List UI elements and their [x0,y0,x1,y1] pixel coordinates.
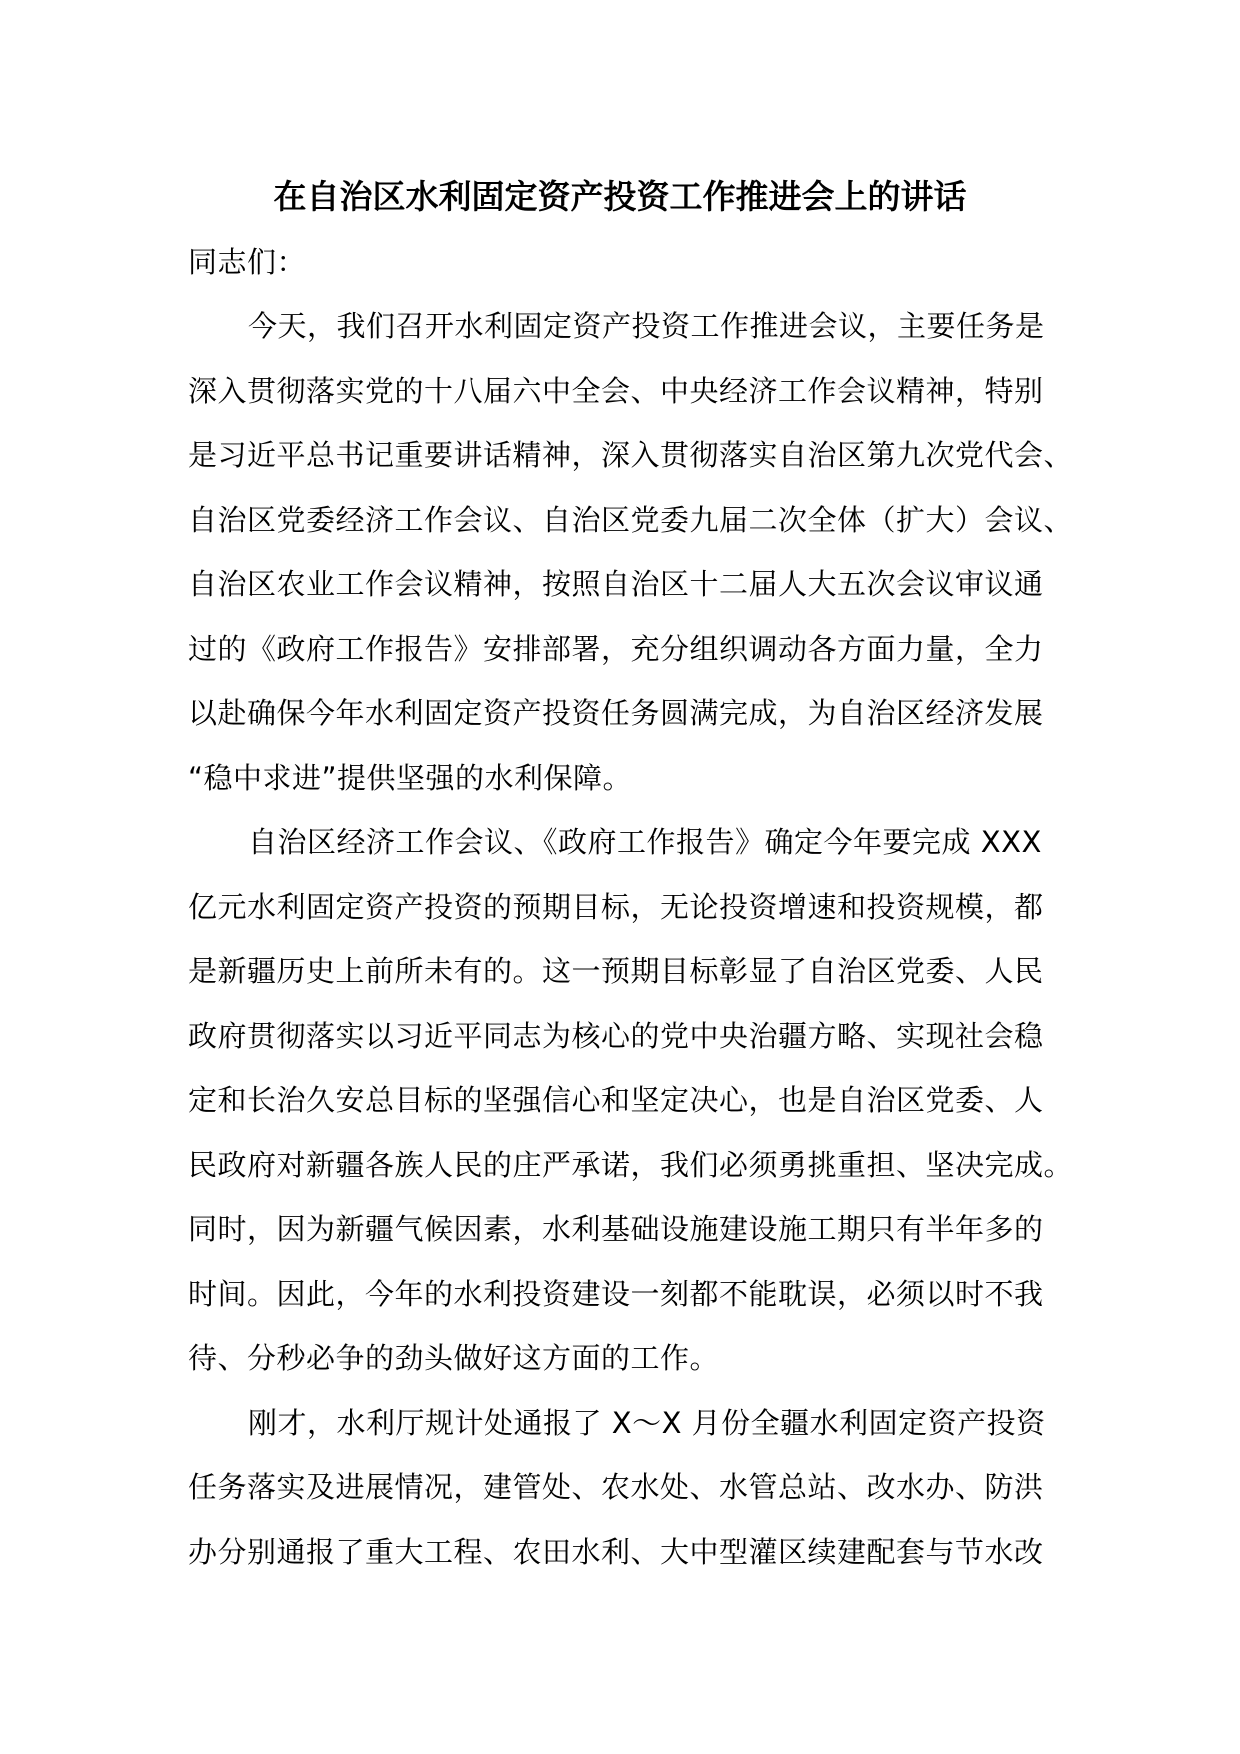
paragraph [188,810,1078,1391]
paragraph-line: 定和长治久安总目标的坚强信心和坚定决心，也是自治区党委、人 [188,1083,1044,1117]
paragraph-line: 时间。因此，今年的水利投资建设一刻都不能耽误，必须以时不我 [188,1276,1044,1311]
paragraph-line: 任务落实及进展情况，建管处、农水处、水管总站、改水办、防洪 [188,1470,1044,1504]
paragraph-line: 自治区农业工作会议精神，按照自治区十二届人大五次会议审议通 [188,567,1044,601]
paragraph-line: “稳中求进”提供坚强的水利保障。 [188,760,633,795]
document-body [188,165,1078,1584]
paragraph-line: 自治区经济工作会议、《政府工作报告》确定今年要完成 XXX [248,825,1042,859]
paragraph-line: 以赴确保今年水利固定资产投资任务圆满完成，为自治区经济发展 [188,696,1044,730]
paragraph-line: 过的《政府工作报告》安排部署，充分组织调动各方面力量，全力 [188,631,1044,666]
paragraph-line: 刚才，水利厅规计处通报了 X～X 月份全疆水利固定资产投资 [248,1405,1046,1440]
salutation: 同志们： [188,244,307,279]
paragraph [188,1391,1078,1585]
paragraph-line: 今天，我们召开水利固定资产投资工作推进会议，主要任务是 [248,309,1045,343]
paragraphs [188,294,1078,1584]
document-title: 在自治区水利固定资产投资工作推进会上的讲话 [273,177,967,216]
paragraph-line: 办分别通报了重大工程、农田水利、大中型灌区续建配套与节水改 [188,1534,1044,1569]
paragraph-line: 同时，因为新疆气候因素，水利基础设施建设施工期只有半年多的 [188,1212,1044,1246]
paragraph-line: 民政府对新疆各族人民的庄严承诺，我们必须勇挑重担、坚决完成。 [188,1147,1074,1182]
paragraph [188,294,1078,810]
paragraph-line: 亿元水利固定资产投资的预期目标，无论投资增速和投资规模，都 [188,889,1044,924]
paragraph-line: 深入贯彻落实党的十八届六中全会、中央经济工作会议精神，特别 [188,373,1044,408]
paragraph-line: 待、分秒必争的劲头做好这方面的工作。 [188,1341,720,1375]
paragraph-line: 自治区党委经济工作会议、自治区党委九届二次全体（扩大）会议、 [188,502,1074,537]
paragraph-line: 是习近平总书记重要讲话精神，深入贯彻落实自治区第九次党代会、 [188,438,1074,472]
paragraph-line: 是新疆历史上前所未有的。这一预期目标彰显了自治区党委、人民 [188,954,1044,988]
paragraph-line: 政府贯彻落实以习近平同志为核心的党中央治疆方略、实现社会稳 [188,1018,1044,1053]
